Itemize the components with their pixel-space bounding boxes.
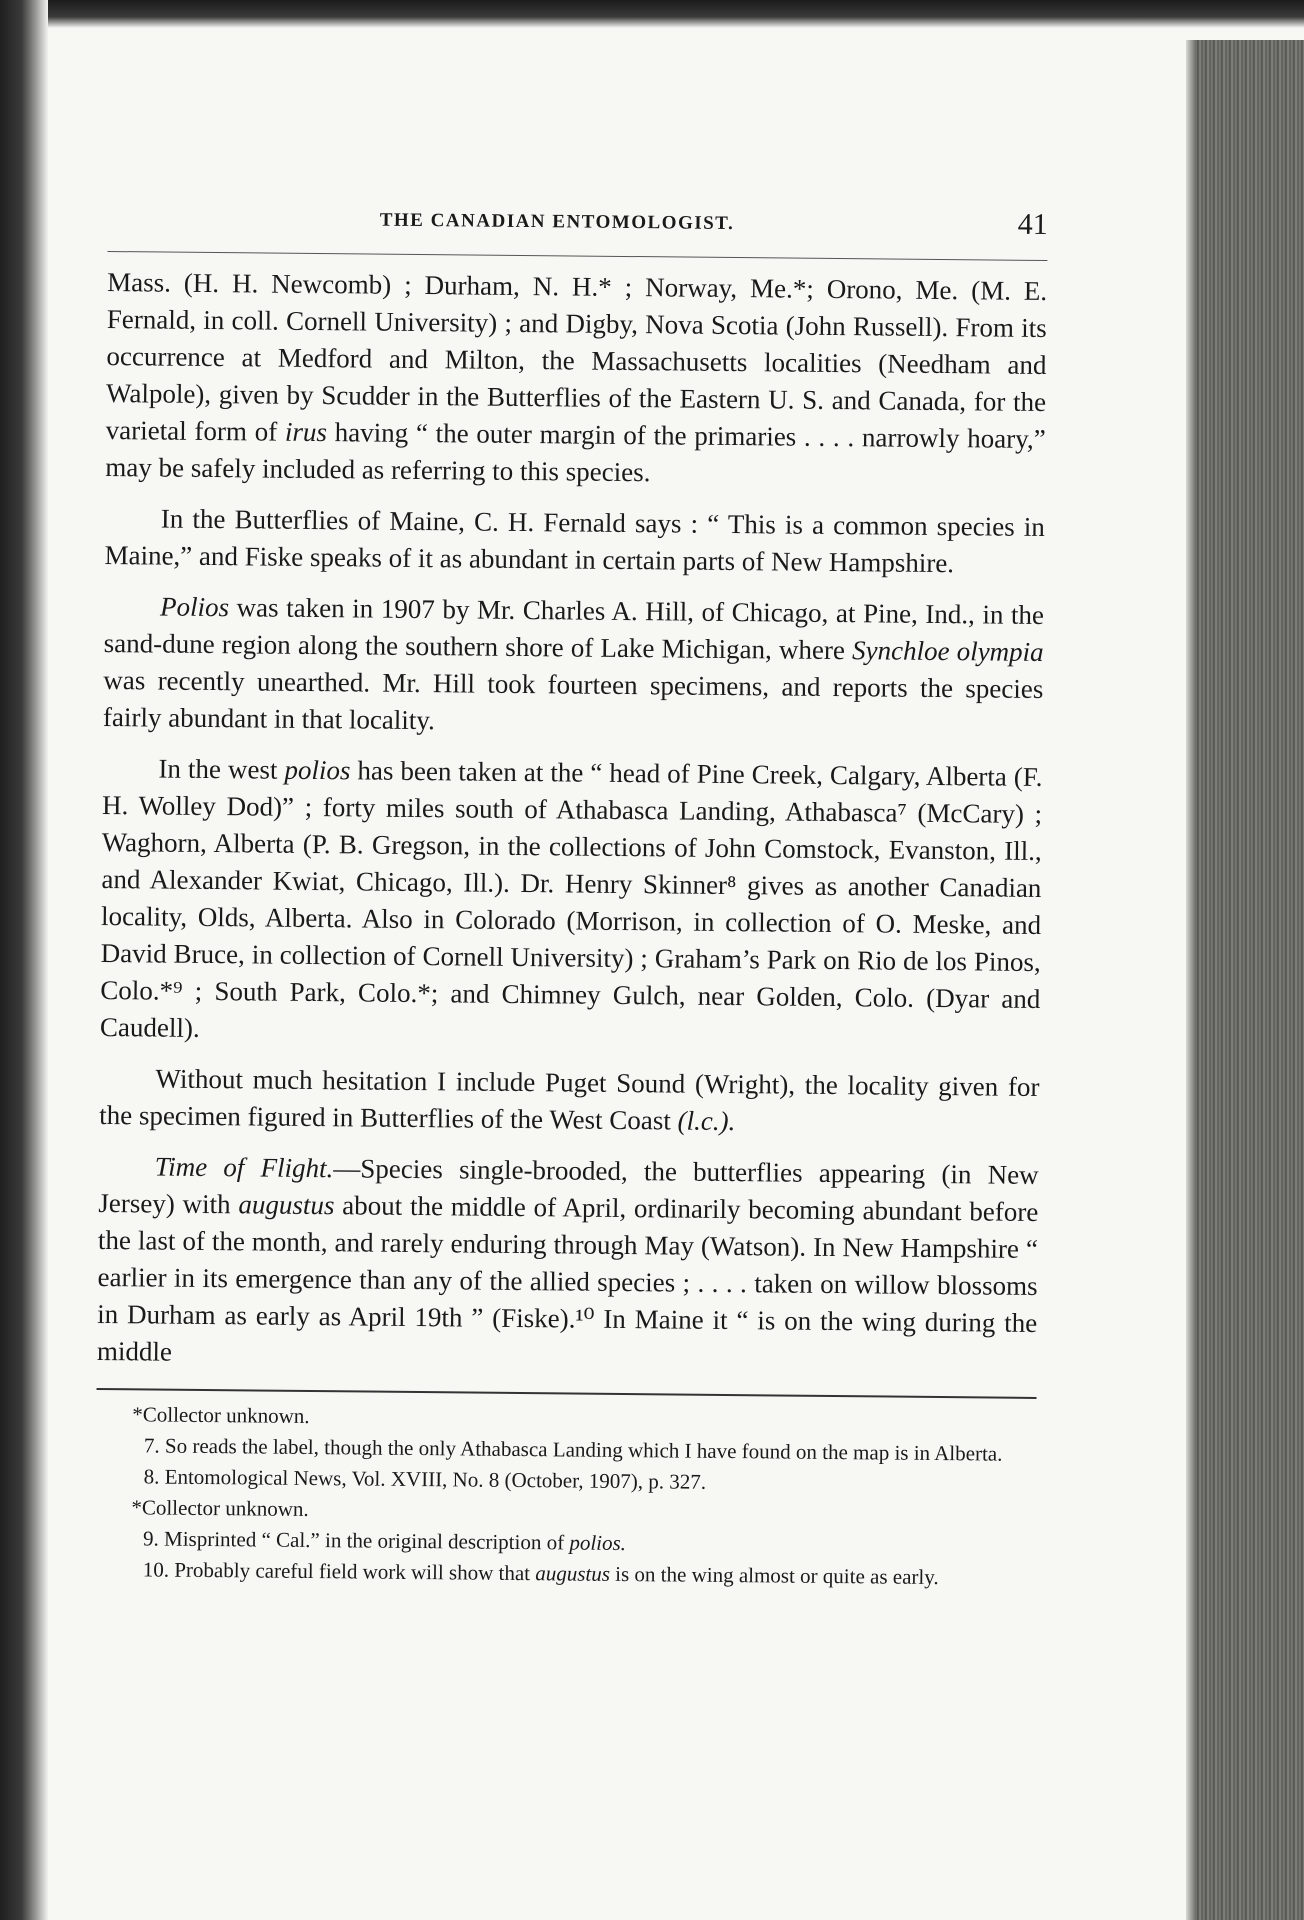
paragraph <box>100 750 1043 1055</box>
text-run: was taken in 1907 by Mr. Charles A. Hill, of Chicago, at Pine, Ind., in the sand-dune region along the southern shore of Lake Michigan, where <box>103 592 1045 666</box>
footnote <box>96 1464 1036 1498</box>
text-run: In the Butterflies of Maine, C. H. Fernald says : “ This is a common species in Maine,” and Fiske speaks of it as abundant in certain parts of New Hampshire. <box>104 503 1046 579</box>
footnote <box>95 1526 1035 1560</box>
text-run: *Collector unknown. <box>132 1402 310 1428</box>
text-run: Without much hesitation I include Puget Sound (Wright), the locality given for the specimen figured in Butterflies of the West Coast <box>99 1063 1040 1136</box>
book-binding-edge <box>0 0 48 1920</box>
running-head <box>108 195 1048 254</box>
footnotes <box>95 1402 1037 1591</box>
footnote <box>95 1495 1035 1529</box>
italic-text: Synchloe olympia <box>851 635 1044 668</box>
journal-title: THE CANADIAN ENTOMOLOGIST. <box>379 209 735 235</box>
paragraph <box>104 500 1045 583</box>
text-run: Mass. (H. H. Newcomb) ; Durham, N. H.* ; Norway, Me.*; Orono, Me. (M. E. Fernald, in coll. Cornell University) ; and Digby, Nova Scotia (John Russell). From its occurrence at Medford and Milton, the Massachusetts localities (Needham and Walpole), given by Scudder in the Butterflies of the Eastern U. S. and Canada, for the varietal form of <box>105 266 1048 447</box>
text-run: was recently unearthed. Mr. Hill took fourteen specimens, and reports the species fairly abundant in that locality. <box>102 664 1044 736</box>
text-run: is on the wing almost or quite as early. <box>609 1561 939 1590</box>
body-text <box>97 264 1048 1379</box>
italic-text: Polios <box>159 591 230 623</box>
paragraph <box>103 588 1044 745</box>
italic-text: augustus <box>535 1561 611 1586</box>
page-content <box>95 195 1048 1597</box>
paragraph <box>105 264 1047 495</box>
italic-text: irus <box>284 416 328 448</box>
text-run: having “ the outer margin of the primaries . . . . narrowly hoary,” may be safely included as referring to this species. <box>105 417 1046 488</box>
text-run: In the west <box>158 753 285 785</box>
footnote-rule <box>97 1388 1037 1399</box>
italic-text: polios. <box>569 1530 627 1556</box>
footnote <box>96 1433 1036 1467</box>
italic-text: augustus <box>238 1189 335 1221</box>
italic-text: (l.c.). <box>677 1105 736 1137</box>
text-run: *Collector unknown. <box>131 1495 309 1521</box>
text-run: —Species single-brooded, the butterflies appearing (in New Jersey) with <box>98 1153 1039 1220</box>
text-run: has been taken at the “ head of Pine Creek, Calgary, Alberta (F. H. Wolley Dod)” ; forty miles south of Athabasca Landing, Athabasca⁷ (McCary) ; Waghorn, Alberta (P. B. Gregson, in the collections of John Comstock, Evanston, Ill., and Alexander Kwiat, Chicago, Ill.). Dr. Henry Skinner⁸ gives as another Canadian locality, Olds, Alberta. Also in Colorado (Morrison, in collection of O. Meske, and David Bruce, in collection of Cornell University) ; Graham’s Park on Rio de los Pinos, Colo.*⁹ ; South Park, Colo.*; and Chimney Gulch, near Golden, Colo. (Dyar and Caudell). <box>99 755 1043 1043</box>
paragraph <box>99 1060 1040 1143</box>
italic-text: Time of Flight. <box>154 1151 334 1184</box>
footnote <box>95 1557 1035 1591</box>
paragraph <box>97 1148 1039 1379</box>
text-run: about the middle of April, ordinarily becoming abundant before the last of the month, and rarely enduring through May (Watson). In New Hampshire “ earlier in its emergence than any of the allied species ; . . . . taken on willow blossoms in Durham as early as April 19th ” (Fiske).¹⁰ In Maine it “ is on the wing during the middle <box>96 1190 1039 1367</box>
footnote <box>96 1402 1036 1436</box>
text-run: 10. Probably careful field work will show that <box>142 1557 536 1586</box>
text-run: 7. So reads the label, though the only Athabasca Landing which I have found on the map is in Alberta. <box>143 1433 1003 1466</box>
scan-shadow-top <box>0 0 1304 28</box>
book-page-edges <box>1194 40 1304 1920</box>
page-number: 41 <box>1017 207 1048 242</box>
text-run: 8. Entomological News, Vol. XVIII, No. 8 (October, 1907), p. 327. <box>143 1464 707 1494</box>
italic-text: polios <box>284 754 351 786</box>
text-run: 9. Misprinted “ Cal.” in the original description of <box>142 1526 570 1555</box>
